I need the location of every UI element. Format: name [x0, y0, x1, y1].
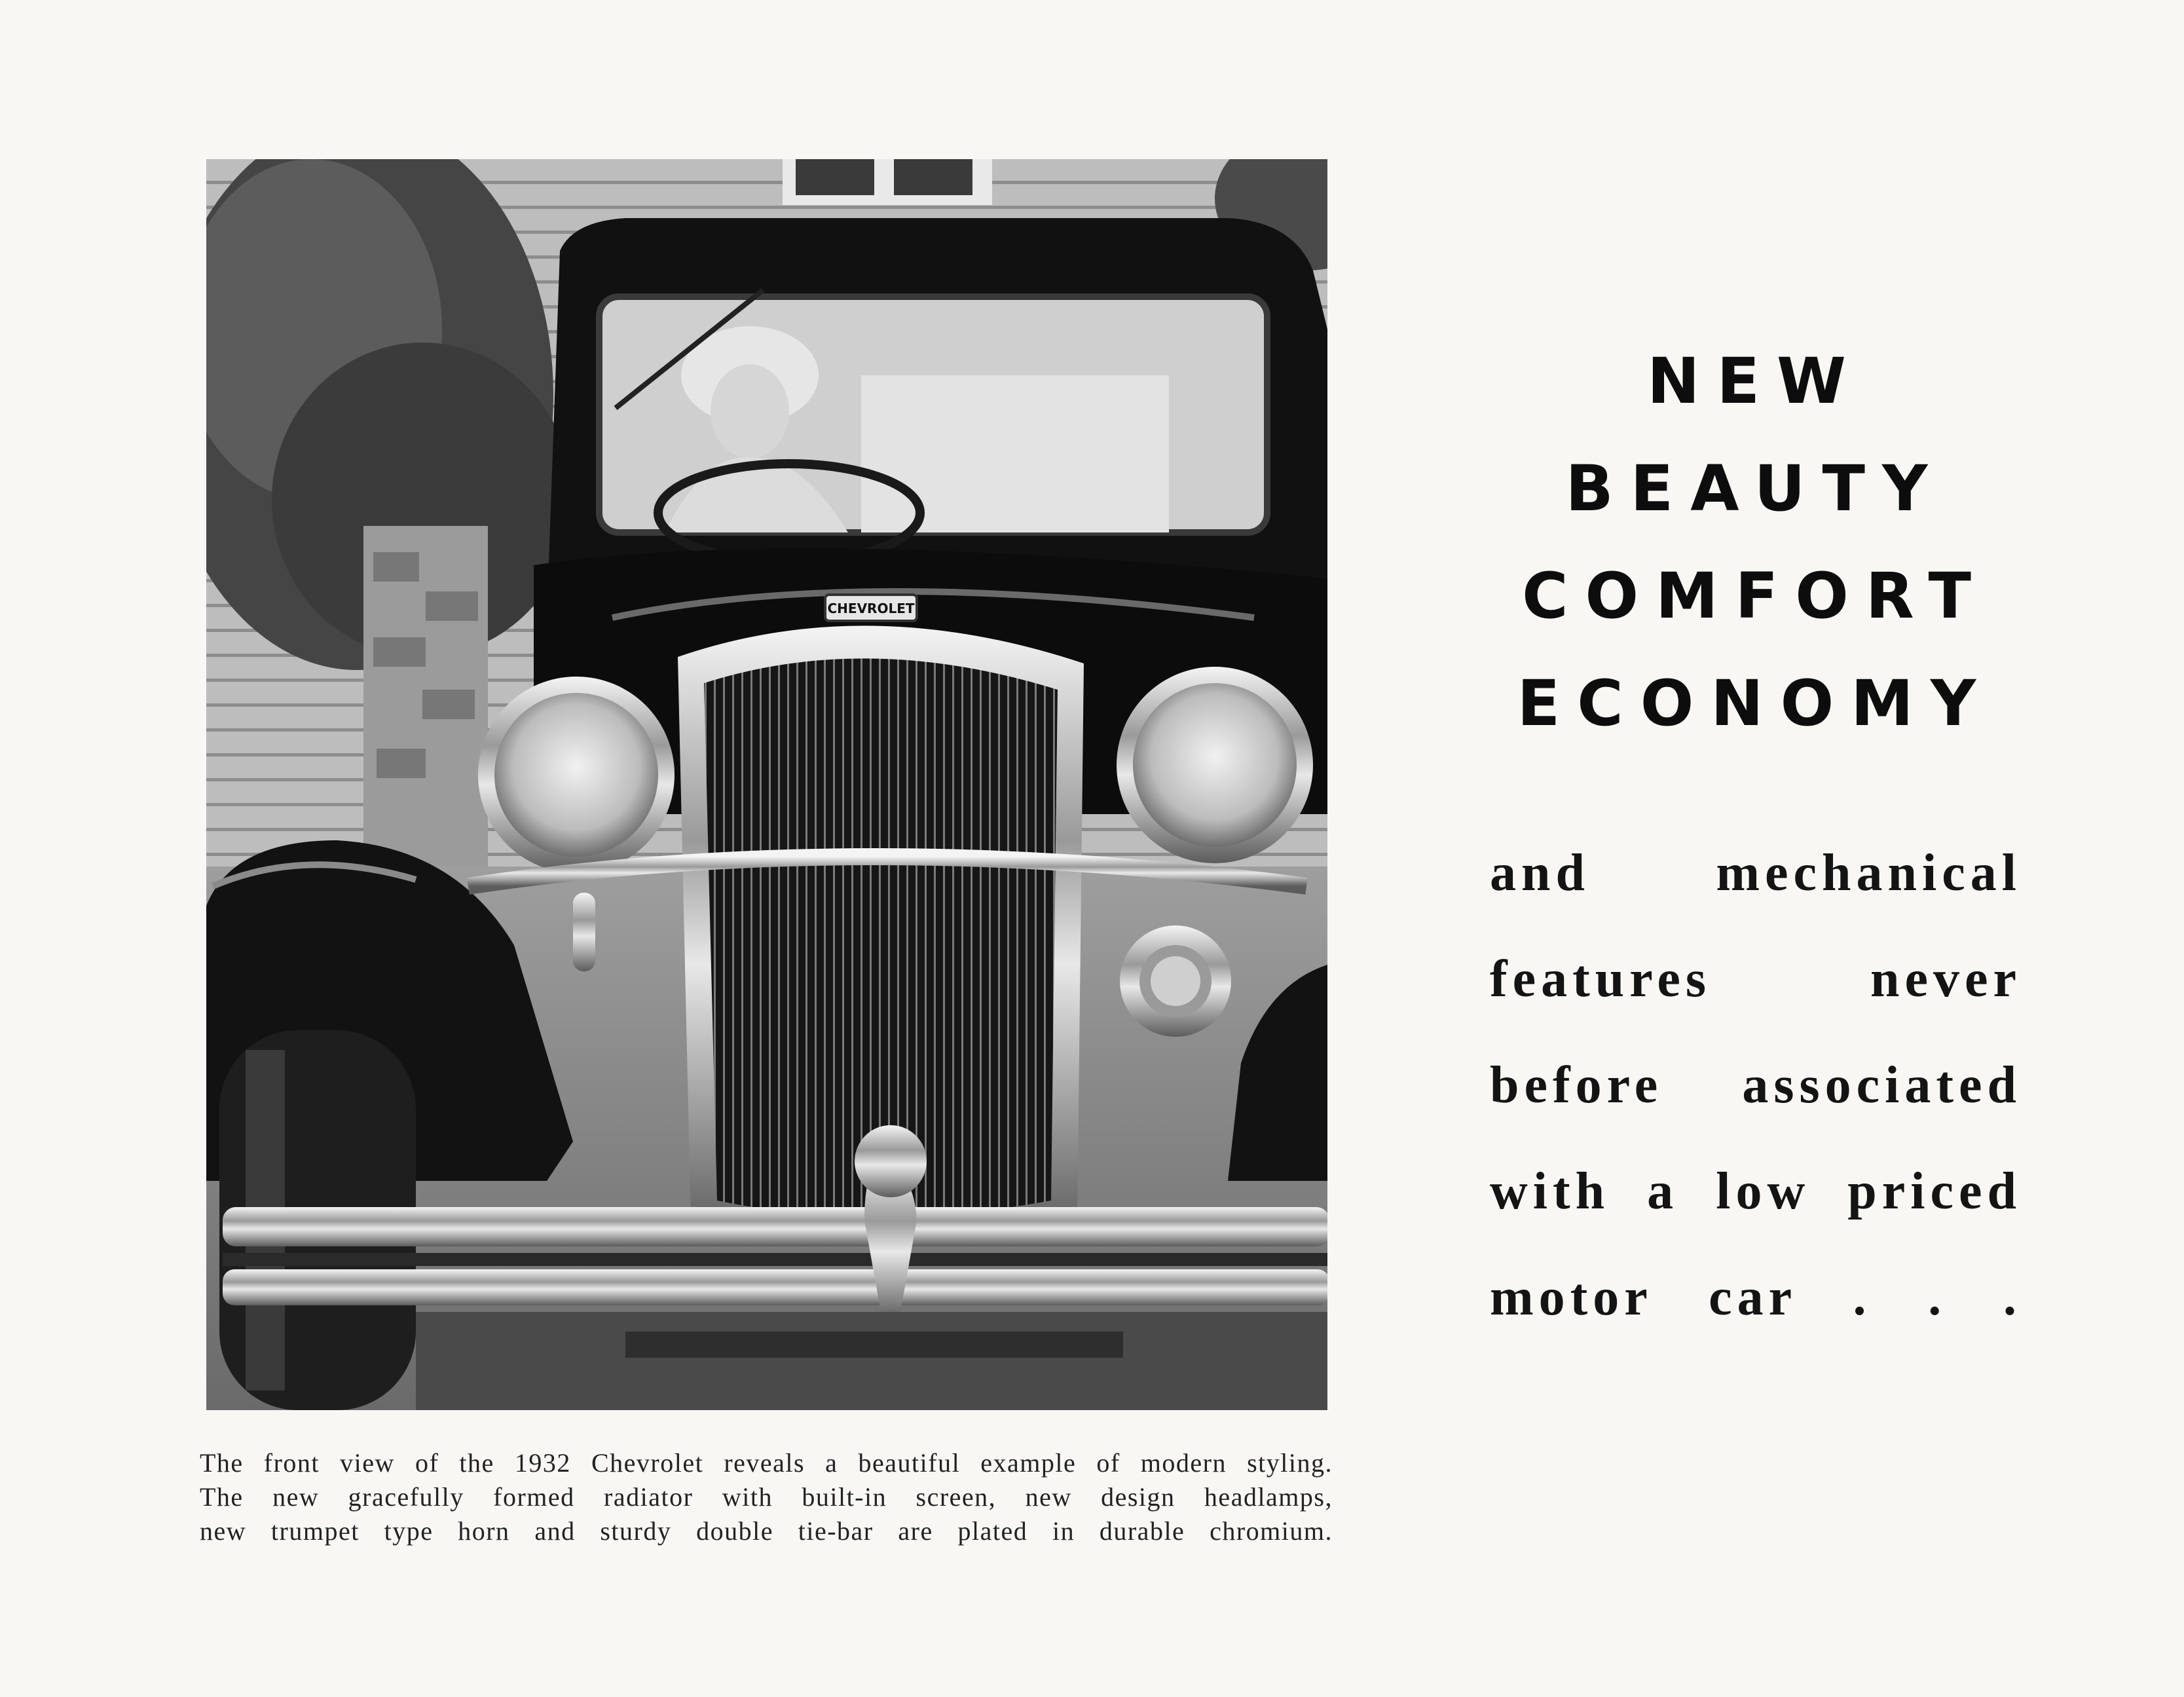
car-photo — [206, 159, 1327, 1410]
headline-economy: ECONOMY — [1517, 667, 1993, 740]
hood-badge: CHEVROLET — [827, 601, 915, 616]
body-line-3: before associated — [1490, 1056, 2022, 1114]
photo-caption — [200, 1446, 1333, 1548]
body-line-5: motor car . . . — [1490, 1269, 2022, 1326]
headline — [1506, 327, 2004, 757]
headline-beauty: BEAUTY — [1565, 452, 1945, 525]
body-line-2: features never — [1490, 950, 2022, 1008]
caption-line-3: new trumpet type horn and sturdy double tie-bar are plated in durable chromium. — [200, 1516, 1333, 1546]
body-line-1: and mechanical — [1490, 844, 2022, 902]
headline-new: NEW — [1647, 345, 1863, 418]
body-copy — [1490, 820, 2022, 1351]
headline-comfort: COMFORT — [1522, 559, 1988, 633]
body-line-4: with a low priced — [1490, 1163, 2022, 1220]
car-photo-illustration — [206, 159, 1327, 1410]
caption-line-1: The front view of the 1932 Chevrolet reveals a beautiful example of modern styling. — [200, 1448, 1333, 1478]
caption-line-2: The new gracefully formed radiator with built-in screen, new design headlamps, — [200, 1482, 1333, 1512]
